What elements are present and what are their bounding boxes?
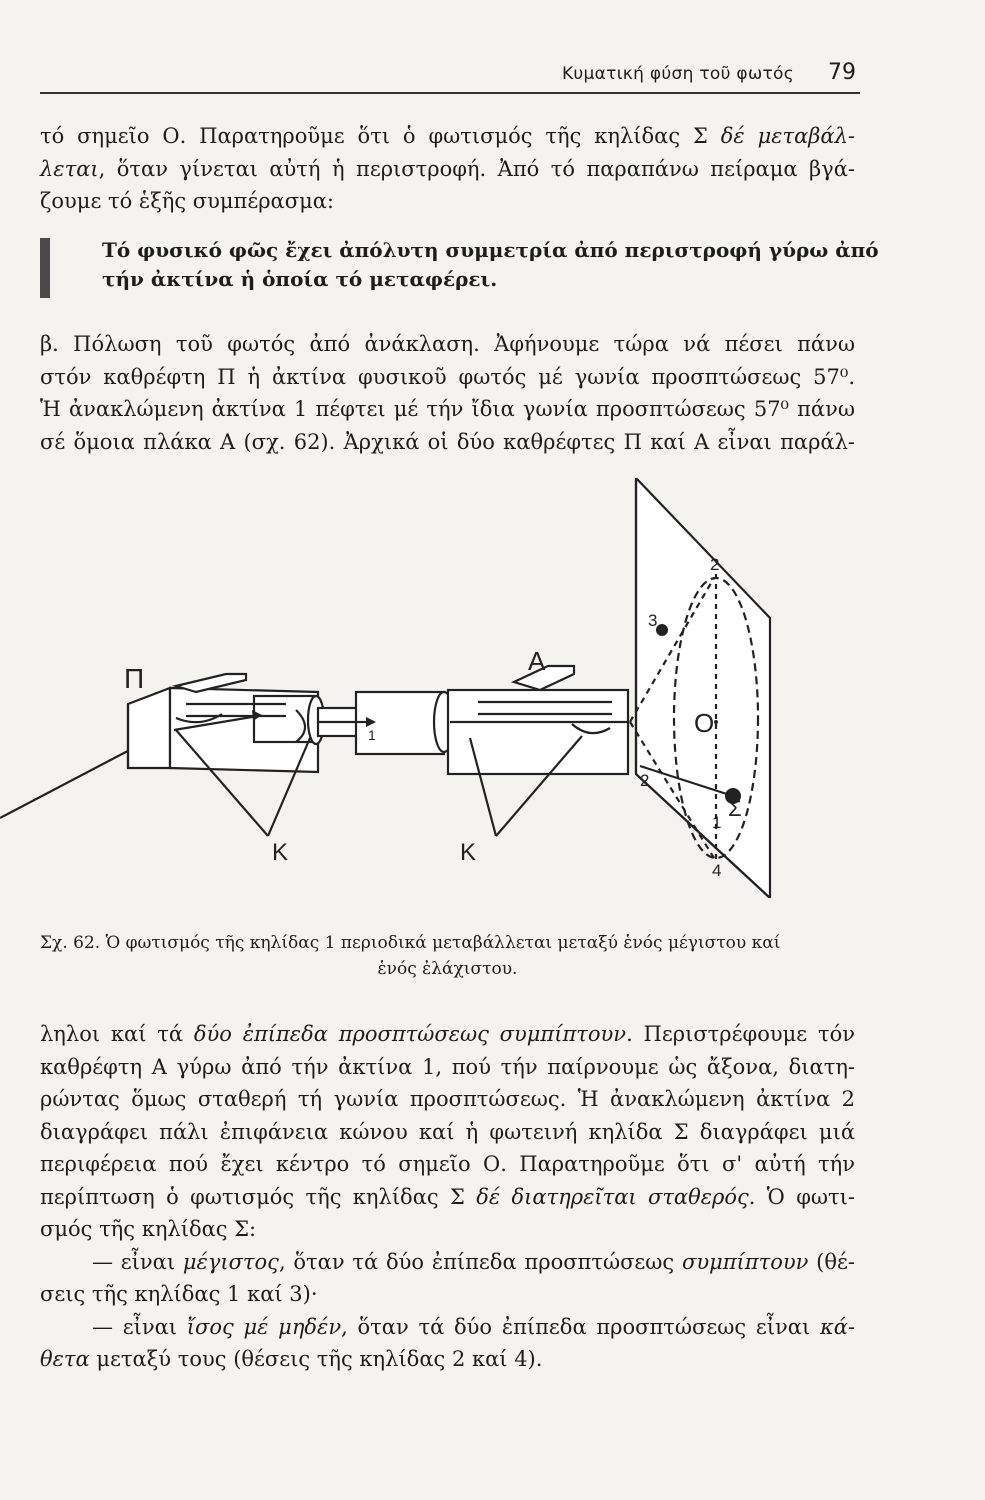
text-line: τό σημεῖο Ο. Παρατηροῦμε ὅτι ὁ φωτισμός τῆς κηλίδας Σ δέ μεταβάλ-	[40, 124, 856, 148]
text-line: περιφέρεια πού ἔχει κέντρο τό σημεῖο Ο. Παρατηροῦμε ὅτι σ' αὐτή τήν	[40, 1152, 855, 1176]
text-line: σέ ὅμοια πλάκα Α (σχ. 62). Ἀρχικά οἱ δύο καθρέφτες Π καί Α εἶναι παράλ-	[40, 429, 855, 454]
label-sigma: Σ	[728, 796, 742, 821]
text-line: — εἶναι ἴσος μέ μηδέν, ὅταν τά δύο ἐπίπεδα προσπτώσεως εἶναι κά-	[92, 1314, 855, 1339]
label-1: 1	[712, 813, 722, 832]
label-ray-1: 1	[368, 727, 376, 743]
label-4: 4	[712, 861, 722, 880]
text-line: διαγράφει πάλι ἐπιφάνεια κώνου καί ἡ φωτεινή κηλίδα Σ διαγράφει μιά	[40, 1119, 855, 1144]
text-line: — εἶναι μέγιστος, ὅταν τά δύο ἐπίπεδα προσπτώσεως συμπίπτουν (θέ-	[92, 1249, 855, 1274]
text-line: β. Πόλωση τοῦ φωτός ἀπό ἀνάκλαση. Ἀφήνουμε τώρα νά πέσει πάνω	[40, 332, 855, 356]
highlight-line: τήν ἀκτίνα ἡ ὁποία τό μεταφέρει.	[102, 267, 498, 291]
running-header	[40, 62, 860, 94]
paragraph-3	[40, 1018, 855, 1376]
highlight-line: Τό φυσικό φῶς ἔχει ἀπόλυτη συμμετρία ἀπό περιστροφή γύρω ἀπό	[102, 238, 879, 262]
caption-line: ἑνός ἐλάχιστου.	[377, 959, 518, 979]
label-3: 3	[648, 611, 658, 630]
text-line: σεις τῆς κηλίδας 1 καί 3)·	[40, 1282, 318, 1306]
paragraph-2	[40, 328, 855, 458]
label-2-top: 2	[710, 555, 720, 574]
figure-caption	[40, 930, 855, 982]
text-line: ζουμε τό ἑξῆς συμπέρασμα:	[40, 189, 334, 213]
label-mirror-p: Π	[124, 663, 145, 694]
highlight-box	[40, 236, 879, 294]
text-line: λεται, ὅταν γίνεται αὐτή ἡ περιστροφή. Ἀπό τό παραπάνω πείραμα βγά-	[40, 156, 855, 181]
text-line: ληλοι καί τά δύο ἐπίπεδα προσπτώσεως συμπίπτουν. Περιστρέφουμε τόν	[40, 1022, 855, 1046]
label-2-mid: 2	[640, 771, 650, 790]
running-title: Κυματική φύση τοῦ φωτός	[561, 64, 794, 84]
caption-line: Σχ. 62. Ὁ φωτισμός τῆς κηλίδας 1 περιοδικά μεταβάλλεται μεταξύ ἑνός μέγιστου καί	[40, 933, 781, 953]
text-line: σμός τῆς κηλίδας Σ:	[40, 1217, 257, 1241]
text-line: στόν καθρέφτη Π ἡ ἀκτίνα φυσικοῦ φωτός μέ γωνία προσπτώσεως 57⁰.	[40, 364, 855, 389]
text-line: Ἡ ἀνακλώμενη ἀκτίνα 1 πέφτει μέ τήν ἴδια γωνία προσπτώσεως 57⁰ πάνω	[40, 397, 855, 421]
text-line: καθρέφτη Α γύρω ἀπό τήν ἀκτίνα 1, πού τήν παίρνουμε ὡς ἄξονα, διατη-	[40, 1054, 855, 1079]
text-line: ρώντας ὅμως σταθερή τή γωνία προσπτώσεως. Ἡ ἀνακλώμενη ἀκτίνα 2	[40, 1087, 855, 1111]
label-k-1: K	[272, 839, 289, 866]
text-line: θετα μεταξύ τους (θέσεις τῆς κηλίδας 2 καί 4).	[40, 1347, 543, 1371]
figure-62	[0, 478, 985, 898]
figure-62-drawing	[0, 478, 985, 898]
text-line: περίπτωση ὁ φωτισμός τῆς κηλίδας Σ δέ διατηρεῖται σταθερός. Ὁ φωτι-	[40, 1184, 855, 1209]
paragraph-1	[40, 120, 855, 218]
label-mirror-a: A	[528, 646, 546, 676]
label-k-2: K	[460, 839, 477, 866]
spot-3	[656, 624, 668, 636]
page-number: 79	[828, 60, 856, 85]
label-o: O	[694, 708, 715, 738]
